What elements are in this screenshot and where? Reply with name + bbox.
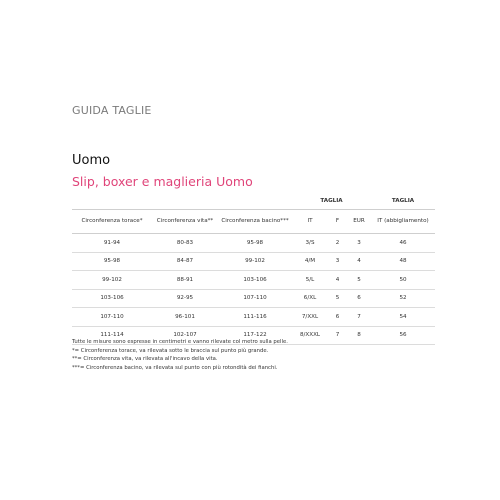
table-row [72, 289, 435, 308]
note-line: Tutte le misure sono espresse in centimetri e vanno rilevate col metro sulla pelle. [72, 339, 288, 345]
table-row [72, 252, 435, 271]
table-cell: 3/S [292, 234, 328, 253]
table-cell: 107-110 [72, 308, 152, 327]
table-cell: 3 [347, 234, 371, 253]
table-cell: 4/M [292, 252, 328, 271]
table-cell: 99-102 [218, 252, 292, 271]
table-cell: 56 [371, 326, 435, 345]
size-table [72, 193, 435, 345]
size-notes [72, 338, 288, 372]
table-cell: 6 [347, 289, 371, 308]
table-cell: 50 [371, 271, 435, 290]
table-row [72, 308, 435, 327]
table-cell: 52 [371, 289, 435, 308]
table-cell: 5 [347, 271, 371, 290]
table-body [72, 234, 435, 345]
table-cell: 92-95 [152, 289, 218, 308]
table-cell: 4 [347, 252, 371, 271]
table-cell: 95-98 [72, 252, 152, 271]
section-title: Uomo [72, 153, 111, 168]
table-cell: 117-122 [218, 326, 292, 345]
note-line: *= Circonferenza torace, va rilevata sotto le braccia sul punto più grande. [72, 347, 269, 354]
column-header: EUR [347, 210, 371, 234]
table-cell: 84-87 [152, 252, 218, 271]
table-cell: 5 [328, 289, 347, 308]
table-cell: 111-114 [72, 326, 152, 345]
table-cell: 46 [371, 234, 435, 253]
table-cell: 54 [371, 308, 435, 327]
table-cell: 8 [347, 326, 371, 345]
group-header-empty [72, 193, 152, 210]
table-cell: 102-107 [152, 326, 218, 345]
table-row [72, 234, 435, 253]
table-cell: 80-83 [152, 234, 218, 253]
column-header: IT [292, 210, 328, 234]
table-cell: 95-98 [218, 234, 292, 253]
column-header: Circonferenza torace* [72, 210, 152, 234]
table-cell: 8/XXXL [292, 326, 328, 345]
table-cell: 99-102 [72, 271, 152, 290]
table-cell: 88-91 [152, 271, 218, 290]
group-header-taglia-abbigliamento: TAGLIA [371, 193, 435, 210]
column-header: IT (abbigliamento) [371, 210, 435, 234]
table-group-header-row [72, 193, 435, 210]
note-line: **= Circonferenza vita, va rilevata all'incavo della vita. [72, 356, 218, 363]
table-cell: 7/XXL [292, 308, 328, 327]
group-header-empty [152, 193, 218, 210]
table-cell: 2 [328, 234, 347, 253]
section-subtitle: Slip, boxer e maglieria Uomo [72, 174, 253, 189]
table-header-row [72, 210, 435, 234]
table-cell: 107-110 [218, 289, 292, 308]
table-cell: 111-116 [218, 308, 292, 327]
column-header: Circonferenza vita** [152, 210, 218, 234]
table-row [72, 271, 435, 290]
table-cell: 91-94 [72, 234, 152, 253]
note-line: ***= Circonferenza bacino, va rilevata sul punto con più rotondità dei fianchi. [72, 364, 278, 371]
table-cell: 103-106 [218, 271, 292, 290]
group-header-empty [218, 193, 292, 210]
table-cell: 3 [328, 252, 347, 271]
table-cell: 103-106 [72, 289, 152, 308]
column-header: Circonferenza bacino*** [218, 210, 292, 234]
table-cell: 6 [328, 308, 347, 327]
page-title: GUIDA TAGLIE [72, 104, 152, 117]
table-cell: 7 [347, 308, 371, 327]
table-cell: 5/L [292, 271, 328, 290]
table-cell: 48 [371, 252, 435, 271]
table-cell: 6/XL [292, 289, 328, 308]
table-cell: 96-101 [152, 308, 218, 327]
group-header-taglia: TAGLIA [292, 193, 371, 210]
table-cell: 7 [328, 326, 347, 345]
column-header: F [328, 210, 347, 234]
table-cell: 4 [328, 271, 347, 290]
